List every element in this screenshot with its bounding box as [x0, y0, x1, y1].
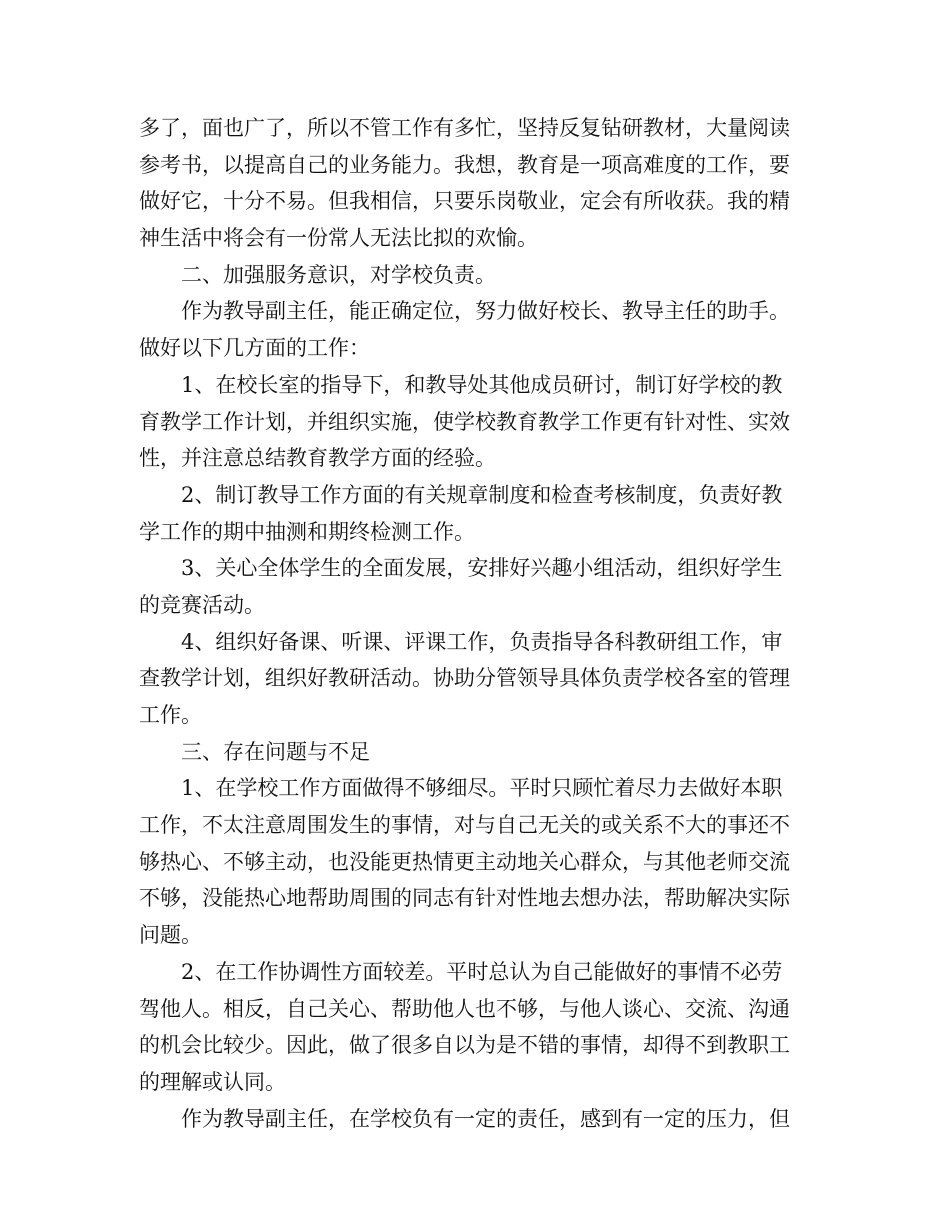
paragraph-start: 作为教导副主任，在学校负有一定的责任，感到有一定的压力，但	[181, 1106, 790, 1131]
section-heading: 二、加强服务意识，对学校负责。	[181, 262, 496, 287]
text-line: 的竞赛活动。	[139, 592, 265, 617]
text-line: 神生活中将会有一份常人无法比拟的欢愉。	[139, 226, 538, 251]
list-item-start: 4、组织好备课、听课、评课工作，负责指导各科教研组工作，审	[181, 629, 783, 654]
list-item-start: 2、制订教导工作方面的有关规章制度和检查考核制度，负责好教	[181, 482, 783, 507]
paragraph-start: 作为教导副主任，能正确定位，努力做好校长、教导主任的助手。	[181, 299, 790, 324]
text-line: 工作，不太注意周围发生的事情，对与自己无关的或关系不大的事还不	[139, 813, 790, 838]
text-line: 的机会比较少。因此，做了很多自以为是不错的事情，却得不到教职工	[139, 1033, 790, 1058]
text-line: 做好以下几方面的工作：	[139, 336, 370, 361]
list-item-start: 2、在工作协调性方面较差。平时总认为自己能做好的事情不必劳	[181, 959, 783, 984]
text-line: 性，并注意总结教育教学方面的经验。	[139, 446, 496, 471]
text-line: 学工作的期中抽测和期终检测工作。	[139, 519, 475, 544]
list-item-start: 1、在校长室的指导下，和教导处其他成员研讨，制订好学校的教	[181, 372, 783, 397]
text-line: 问题。	[139, 923, 202, 948]
text-line: 驾他人。相反，自己关心、帮助他人也不够，与他人谈心、交流、沟通	[139, 996, 790, 1021]
text-line: 育教学工作计划，并组织实施，使学校教育教学工作更有针对性、实效	[139, 409, 790, 434]
text-line: 多了，面也广了，所以不管工作有多忙，坚持反复钻研教材，大量阅读	[139, 116, 790, 140]
list-item-start: 3、关心全体学生的全面发展，安排好兴趣小组活动，组织好学生	[181, 556, 783, 581]
list-item-start: 1、在学校工作方面做得不够细尽。平时只顾忙着尽力去做好本职	[181, 776, 783, 801]
text-line: 参考书，以提高自己的业务能力。我想，教育是一项高难度的工作，要	[139, 152, 790, 177]
section-heading: 三、存在问题与不足	[181, 739, 370, 764]
document-body	[139, 110, 815, 1137]
text-line: 做好它，十分不易。但我相信，只要乐岗敬业，定会有所收获。我的精	[139, 189, 790, 214]
text-line: 不够，没能热心地帮助周围的同志有针对性地去想办法，帮助解决实际	[139, 886, 790, 911]
text-line: 够热心、不够主动，也没能更热情更主动地关心群众，与其他老师交流	[139, 849, 790, 874]
text-line: 的理解或认同。	[139, 1069, 286, 1094]
text-line: 查教学计划，组织好教研活动。协助分管领导具体负责学校各室的管理	[139, 666, 790, 691]
text-line: 工作。	[139, 703, 202, 727]
